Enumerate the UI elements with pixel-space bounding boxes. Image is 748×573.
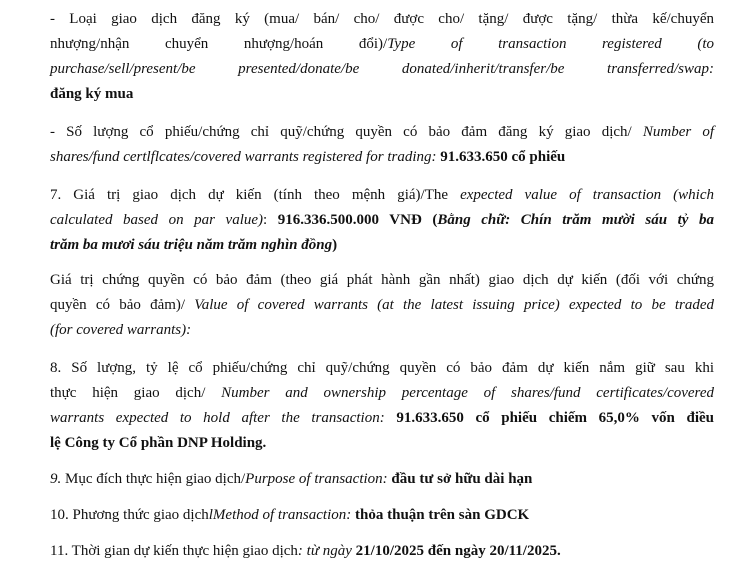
- share-count-vn-text: - Số lượng cổ phiếu/chứng chỉ quỹ/chứng quyền có bảo đảm đăng ký giao dịch/: [50, 124, 643, 140]
- share-count-line-1: [50, 120, 714, 145]
- timeframe-paragraph: [50, 539, 714, 564]
- expected-value-in-words-2: trăm ba mươi sáu triệu năm trăm nghìn đồng: [50, 237, 333, 253]
- share-count-en-text: Number of: [642, 124, 715, 140]
- ownership-line-1: 8. Số lượng, tỷ lệ cổ phiếu/chứng chỉ quỹ/chứng quyền có bảo đảm dự kiến nắm giữ sau khi: [50, 360, 714, 376]
- purpose-line: [50, 467, 714, 492]
- share-count-value: 91.633.650 cổ phiếu: [440, 149, 566, 165]
- expected-value-line-1: [50, 183, 714, 208]
- transaction-type-line-3: purchase/sell/present/be presented/donate/be donated/inherit/transfer/be transferred/swap:: [50, 61, 714, 77]
- purpose-value: đầu tư sở hữu dài hạn: [391, 471, 533, 487]
- warrant-value-en-text: Value of covered warrants (at the latest issuing price) expected to be traded: [194, 297, 714, 313]
- transaction-type-line-1: - Loại giao dịch đăng ký (mua/ bán/ cho/ được cho/ tặng/ được tặng/ thừa kế/chuyển: [50, 11, 714, 27]
- timeframe-line: [50, 539, 714, 564]
- transaction-type-paragraph: [50, 7, 714, 107]
- warrant-value-line-3: (for covered warrants):: [50, 322, 192, 338]
- timeframe-vn-text: 11. Thời gian dự kiến thực hiện giao dịch: [50, 543, 298, 559]
- ownership-company: lệ Công ty Cổ phần DNP Holding.: [50, 435, 267, 451]
- method-en-text: lMethod of transaction:: [208, 507, 356, 523]
- ownership-line-2: [50, 381, 714, 406]
- ownership-line-3: [50, 406, 714, 431]
- warrant-value-line-2: [50, 293, 714, 318]
- warrant-value-paragraph: [50, 268, 714, 343]
- method-value: thỏa thuận trên sàn GDCK: [355, 507, 530, 523]
- share-count-line-2: [50, 145, 714, 170]
- timeframe-value: 21/10/2025 đến ngày 20/11/2025.: [355, 543, 561, 559]
- expected-value-in-words: Bằng chữ: Chín trăm mười sáu tỷ ba: [437, 212, 715, 228]
- ownership-vn-text: thực hiện giao dịch/: [50, 385, 222, 401]
- method-paragraph: [50, 503, 714, 528]
- transaction-type-vn-text: nhượng/nhận chuyển nhượng/hoán đổi)/: [50, 36, 388, 52]
- expected-value-line-2: [50, 208, 714, 233]
- expected-value-vn-text: 7. Giá trị giao dịch dự kiến (tính theo mệnh giá)/The: [50, 187, 461, 203]
- timeframe-en-text: : từ ngày: [297, 543, 356, 559]
- ownership-paragraph: [50, 356, 714, 456]
- transaction-type-line-2: [50, 32, 714, 57]
- expected-value-en-text: expected value of transaction (which: [460, 187, 714, 203]
- expected-value-close-paren: ): [332, 237, 338, 253]
- warrant-value-line-1: Giá trị chứng quyền có bảo đảm (theo giá phát hành gần nhất) giao dịch dự kiến (đối với chứng: [50, 272, 714, 288]
- purpose-number: 9.: [50, 471, 62, 487]
- ownership-en-text: Number and ownership percentage of shares/fund certificates/covered: [221, 385, 714, 401]
- method-line: [50, 503, 714, 528]
- expected-value-line-3: [50, 233, 714, 258]
- purpose-vn-text: Mục đích thực hiện giao dịch/: [61, 471, 246, 487]
- purpose-en-text: Purpose of transaction:: [245, 471, 392, 487]
- expected-value-amount: 916.336.500.000 VNĐ (: [277, 212, 438, 228]
- share-count-en-text-2: shares/fund certlflcates/covered warrants registered for trading:: [50, 149, 441, 165]
- share-count-paragraph: [50, 120, 714, 170]
- ownership-en-text-2: warrants expected to hold after the transaction:: [50, 410, 397, 426]
- method-vn-text: 10. Phương thức giao dịch: [50, 507, 209, 523]
- expected-value-colon: :: [263, 212, 278, 228]
- warrant-value-vn-text: quyền có bảo đảm)/: [50, 297, 195, 313]
- expected-value-en-text-2: calculated based on par value): [50, 212, 264, 228]
- transaction-type-value: đăng ký mua: [50, 86, 134, 102]
- expected-value-paragraph: [50, 183, 714, 258]
- transaction-type-en-text: Type of transaction registered (to: [387, 36, 714, 52]
- purpose-paragraph: [50, 467, 714, 492]
- ownership-value: 91.633.650 cổ phiếu chiếm 65,0% vốn điều: [396, 410, 714, 426]
